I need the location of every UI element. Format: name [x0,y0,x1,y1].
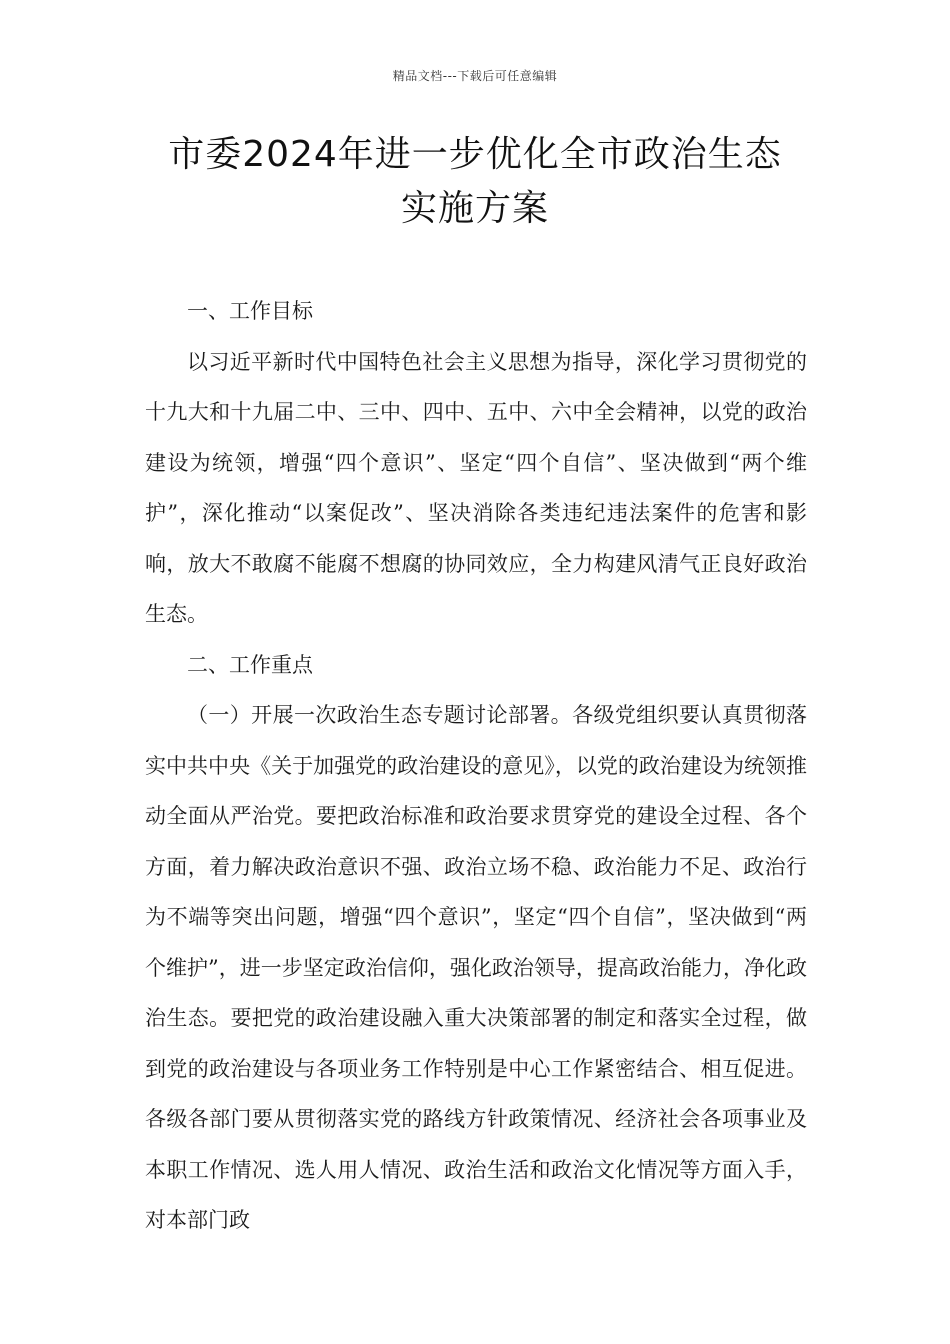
title-line-1: 市委2024年进一步优化全市政治生态 [168,134,782,175]
paragraph-focus-1: （一）开展一次政治生态专题讨论部署。各级党组织要认真贯彻落实中共中央《关于加强党的政治建设的意见》，以党的政治建设为统领推动全面从严治党。要把政治标准和政治要求贯穿党的建设全过程、各个方面，着力解决政治意识不强、政治立场不稳、政治能力不足、政治行为不端等突出问题，增强“四个意识”，坚定“四个自信”，坚决做到“两个维护”，进一步坚定政治信仰，强化政治领导，提高政治能力，净化政治生态。要把党的政治建设融入重大决策部署的制定和落实全过程，做到党的政治建设与各项业务工作特别是中心工作紧密结合、相互促进。各级各部门要从贯彻落实党的路线方针政策情况、经济社会各项事业及本职工作情况、选人用人情况、政治生活和政治文化情况等方面入手，对本部门政 [145,703,807,1232]
section-heading-focus: 二、工作重点 [187,652,313,677]
document-body [145,286,807,1246]
document-title [100,128,850,236]
section-heading-goals: 一、工作目标 [187,299,313,323]
header-note: 精品文档---下载后可任意编辑 [392,69,558,83]
paragraph-goals: 以习近平新时代中国特色社会主义思想为指导，深化学习贯彻党的十九大和十九届二中、三中、四中、五中、六中全会精神，以党的政治建设为统领，增强“四个意识”、坚定“四个自信”、坚决做到“两个维护”，深化推动“以案促改”、坚决消除各类违纪违法案件的危害和影响，放大不敢腐不能腐不想腐的协同效应，全力构建风清气正良好政治生态。 [145,349,807,626]
title-line-2: 实施方案 [400,188,549,229]
